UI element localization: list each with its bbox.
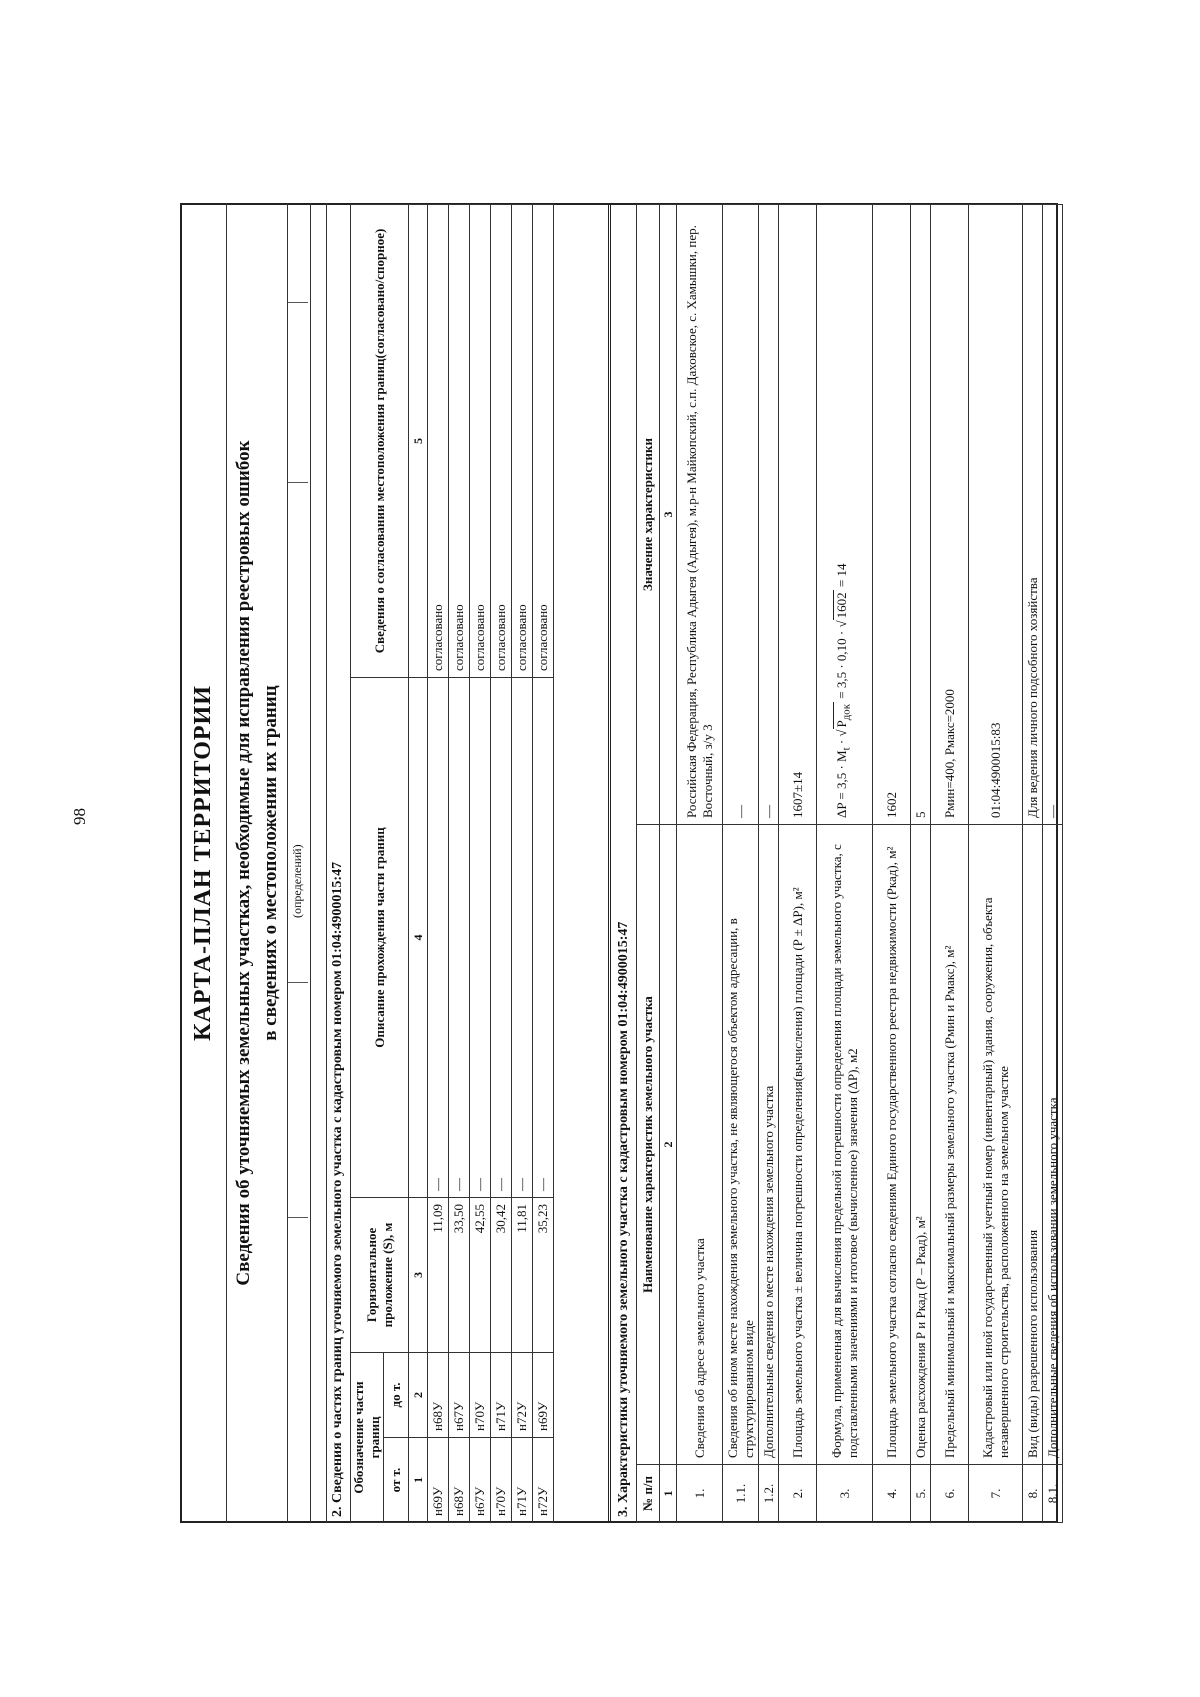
characteristic-name: Дополнительные сведения о месте нахождения земельного участка — [759, 825, 779, 1465]
row-number: 2. — [779, 1465, 817, 1523]
document-subtitle — [226, 203, 288, 1523]
radicand: 1602 — [834, 592, 850, 619]
formula-value — [817, 205, 873, 825]
table-row — [491, 204, 512, 1522]
column-number: 1 — [660, 1465, 677, 1523]
map-plan-sheet — [180, 203, 1058, 1523]
formula-subscript: t — [840, 747, 853, 751]
table-row — [512, 204, 533, 1522]
definitions-strip — [288, 203, 311, 1523]
to-point: н67У — [449, 1352, 470, 1437]
characteristic-value: — — [723, 205, 759, 825]
definitions-tick — [288, 982, 308, 983]
formula-part: = 3,5 · 0,10 · √ — [834, 620, 850, 703]
characteristic-name: Формула, примененная для вычисления предельной погрешности определения площади земельного участка, с подставленными значениями и итоговое (вычисленное) значения (ΔP), м2 — [817, 825, 873, 1465]
characteristic-value: 1602 — [873, 205, 911, 825]
table-row — [759, 205, 779, 1523]
from-header: от т. — [384, 1438, 409, 1523]
column-number: 3 — [409, 1197, 428, 1352]
description-value: — — [491, 677, 512, 1197]
table-row — [817, 205, 873, 1523]
column-number: 4 — [409, 677, 428, 1197]
agreement-value: согласовано — [533, 204, 554, 677]
characteristic-name: Вид (виды) разрешенного использования — [1023, 825, 1043, 1465]
formula-part: P — [834, 720, 850, 728]
from-point: н67У — [470, 1438, 491, 1523]
empty-strip — [310, 203, 327, 1523]
characteristic-name: Площадь земельного участка ± величина погрешности определения(вычисления) площади (P ± ΔP), м² — [779, 825, 817, 1465]
characteristic-name: Площадь земельного участка согласно сведениям Единого государственного реестра недвижимости (Ркад), м² — [873, 825, 911, 1465]
characteristic-value: Рмин=400, Рмакс=2000 — [931, 205, 969, 825]
row-number: 1.1. — [723, 1465, 759, 1523]
table-row — [449, 204, 470, 1522]
description-value: — — [470, 677, 491, 1197]
characteristic-name: Сведения об адресе земельного участка — [677, 825, 723, 1465]
agreement-value: согласовано — [512, 204, 533, 677]
row-number: 1. — [677, 1465, 723, 1523]
formula — [834, 563, 853, 818]
from-point: н72У — [533, 1438, 554, 1523]
row-number: 7. — [969, 1465, 1023, 1523]
column-number: 2 — [409, 1352, 428, 1437]
characteristic-name: Сведения об ином месте нахождения земельного участка, не являющегося объектом адресации, в структурированном виде — [723, 825, 759, 1465]
column-number: 2 — [660, 825, 677, 1465]
characteristic-value: — — [1043, 205, 1063, 825]
length-header: Горизонтальное проложение (S), м — [351, 1197, 409, 1352]
description-header: Описание прохождения части границ — [351, 677, 409, 1197]
formula-part: ΔP = 3,5 · M — [834, 750, 850, 818]
num-header: № п/п — [637, 1465, 660, 1523]
boundary-parts-table — [350, 204, 554, 1523]
characteristic-value: Для ведения личного подсобного хозяйства — [1023, 205, 1043, 825]
from-point: н68У — [449, 1438, 470, 1523]
table-row — [1023, 205, 1043, 1523]
formula-subscript: док — [840, 704, 853, 721]
table-row — [1043, 205, 1063, 1523]
row-number: 8.1. — [1043, 1465, 1063, 1523]
radicand — [833, 702, 853, 729]
row-number: 5. — [911, 1465, 931, 1523]
characteristic-value: 1607±14 — [779, 205, 817, 825]
length-value: 11,09 — [428, 1197, 449, 1352]
row-number: 6. — [931, 1465, 969, 1523]
to-point: н72У — [512, 1352, 533, 1437]
description-value: — — [512, 677, 533, 1197]
agreement-value: согласовано — [470, 204, 491, 677]
table-row — [931, 205, 969, 1523]
table-row — [723, 205, 759, 1523]
value-header: Значение характеристики — [637, 205, 660, 825]
column-number: 1 — [409, 1438, 428, 1523]
characteristic-value: 5 — [911, 205, 931, 825]
to-header: до т. — [384, 1352, 409, 1437]
formula-part: · √ — [834, 729, 850, 748]
document-title: КАРТА-ПЛАН ТЕРРИТОРИИ — [180, 203, 227, 1523]
table-row — [533, 204, 554, 1522]
agreement-value: согласовано — [449, 204, 470, 677]
table-row — [677, 205, 723, 1523]
to-point: н71У — [491, 1352, 512, 1437]
description-value: — — [533, 677, 554, 1197]
table-row — [470, 204, 491, 1522]
characteristic-value: 01:04:4900015:83 — [969, 205, 1023, 825]
length-value: 42,55 — [470, 1197, 491, 1352]
characteristic-name: Кадастровый или иной государственный учетный номер (инвентарный) здания, сооружения, объекта незавершенного строительства, расположенного на земельном участке — [969, 825, 1023, 1465]
column-number: 3 — [660, 205, 677, 825]
agreement-value: согласовано — [491, 204, 512, 677]
definitions-tick — [288, 1217, 308, 1218]
definitions-label: (определений) — [290, 844, 304, 918]
to-point: н68У — [428, 1352, 449, 1437]
description-value: — — [449, 677, 470, 1197]
agreement-value: согласовано — [428, 204, 449, 677]
from-point: н71У — [512, 1438, 533, 1523]
table-row — [969, 205, 1023, 1523]
section-3-title: 3. Характеристики уточняемого земельного участка с кадастровым номером 01:04:4900015:47 — [616, 921, 631, 1517]
column-number: 5 — [409, 204, 428, 677]
subtitle-line-1: Сведения об уточняемых земельных участках, необходимые для исправления реестровых ошибок — [233, 440, 254, 1286]
characteristic-name: Оценка расхождения Р и Ркад (Р – Ркад), м² — [911, 825, 931, 1465]
definitions-tick — [288, 302, 308, 303]
characteristics-table — [636, 204, 1063, 1523]
characteristic-name: Предельный минимальный и максимальный размеры земельного участка (Рмин и Рмакс), м² — [931, 825, 969, 1465]
table-row — [779, 205, 817, 1523]
table-row — [911, 205, 931, 1523]
characteristic-value: Российская Федерация, Республика Адыгея (Адыгея), м.р-н Майкопский, с.п. Даховское, с. Хамышки, пер. Восточный, з/у 3 — [677, 205, 723, 825]
row-number: 4. — [873, 1465, 911, 1523]
length-value: 11,81 — [512, 1197, 533, 1352]
to-point: н69У — [533, 1352, 554, 1437]
to-point: н70У — [470, 1352, 491, 1437]
row-number: 1.2. — [759, 1465, 779, 1523]
table-row — [428, 204, 449, 1522]
description-value: — — [428, 677, 449, 1197]
characteristic-value: — — [759, 205, 779, 825]
length-value: 33,50 — [449, 1197, 470, 1352]
definitions-tick — [288, 482, 308, 483]
agreement-header: Сведения о согласовании местоположения границ(согласовано/спорное) — [351, 204, 409, 677]
designation-header: Обозначение части границ — [351, 1352, 384, 1522]
from-point: н69У — [428, 1438, 449, 1523]
table-row — [873, 205, 911, 1523]
formula-part: = 14 — [834, 563, 850, 591]
characteristic-name: Дополнительные сведения об использовании земельного участка — [1043, 825, 1063, 1465]
length-value: 35,23 — [533, 1197, 554, 1352]
page-number: 98 — [70, 808, 89, 825]
subtitle-line-2: в сведениях о местоположении их границ — [260, 685, 281, 1041]
row-number: 8. — [1023, 1465, 1043, 1523]
from-point: н70У — [491, 1438, 512, 1523]
name-header: Наименование характеристик земельного участка — [637, 825, 660, 1465]
section-2-title: 2. Сведения о частях границ уточняемого земельного участка с кадастровым номером 01:04:4900015:47 — [330, 861, 345, 1517]
length-value: 30,42 — [491, 1197, 512, 1352]
section-divider — [608, 203, 611, 1523]
row-number: 3. — [817, 1465, 873, 1523]
